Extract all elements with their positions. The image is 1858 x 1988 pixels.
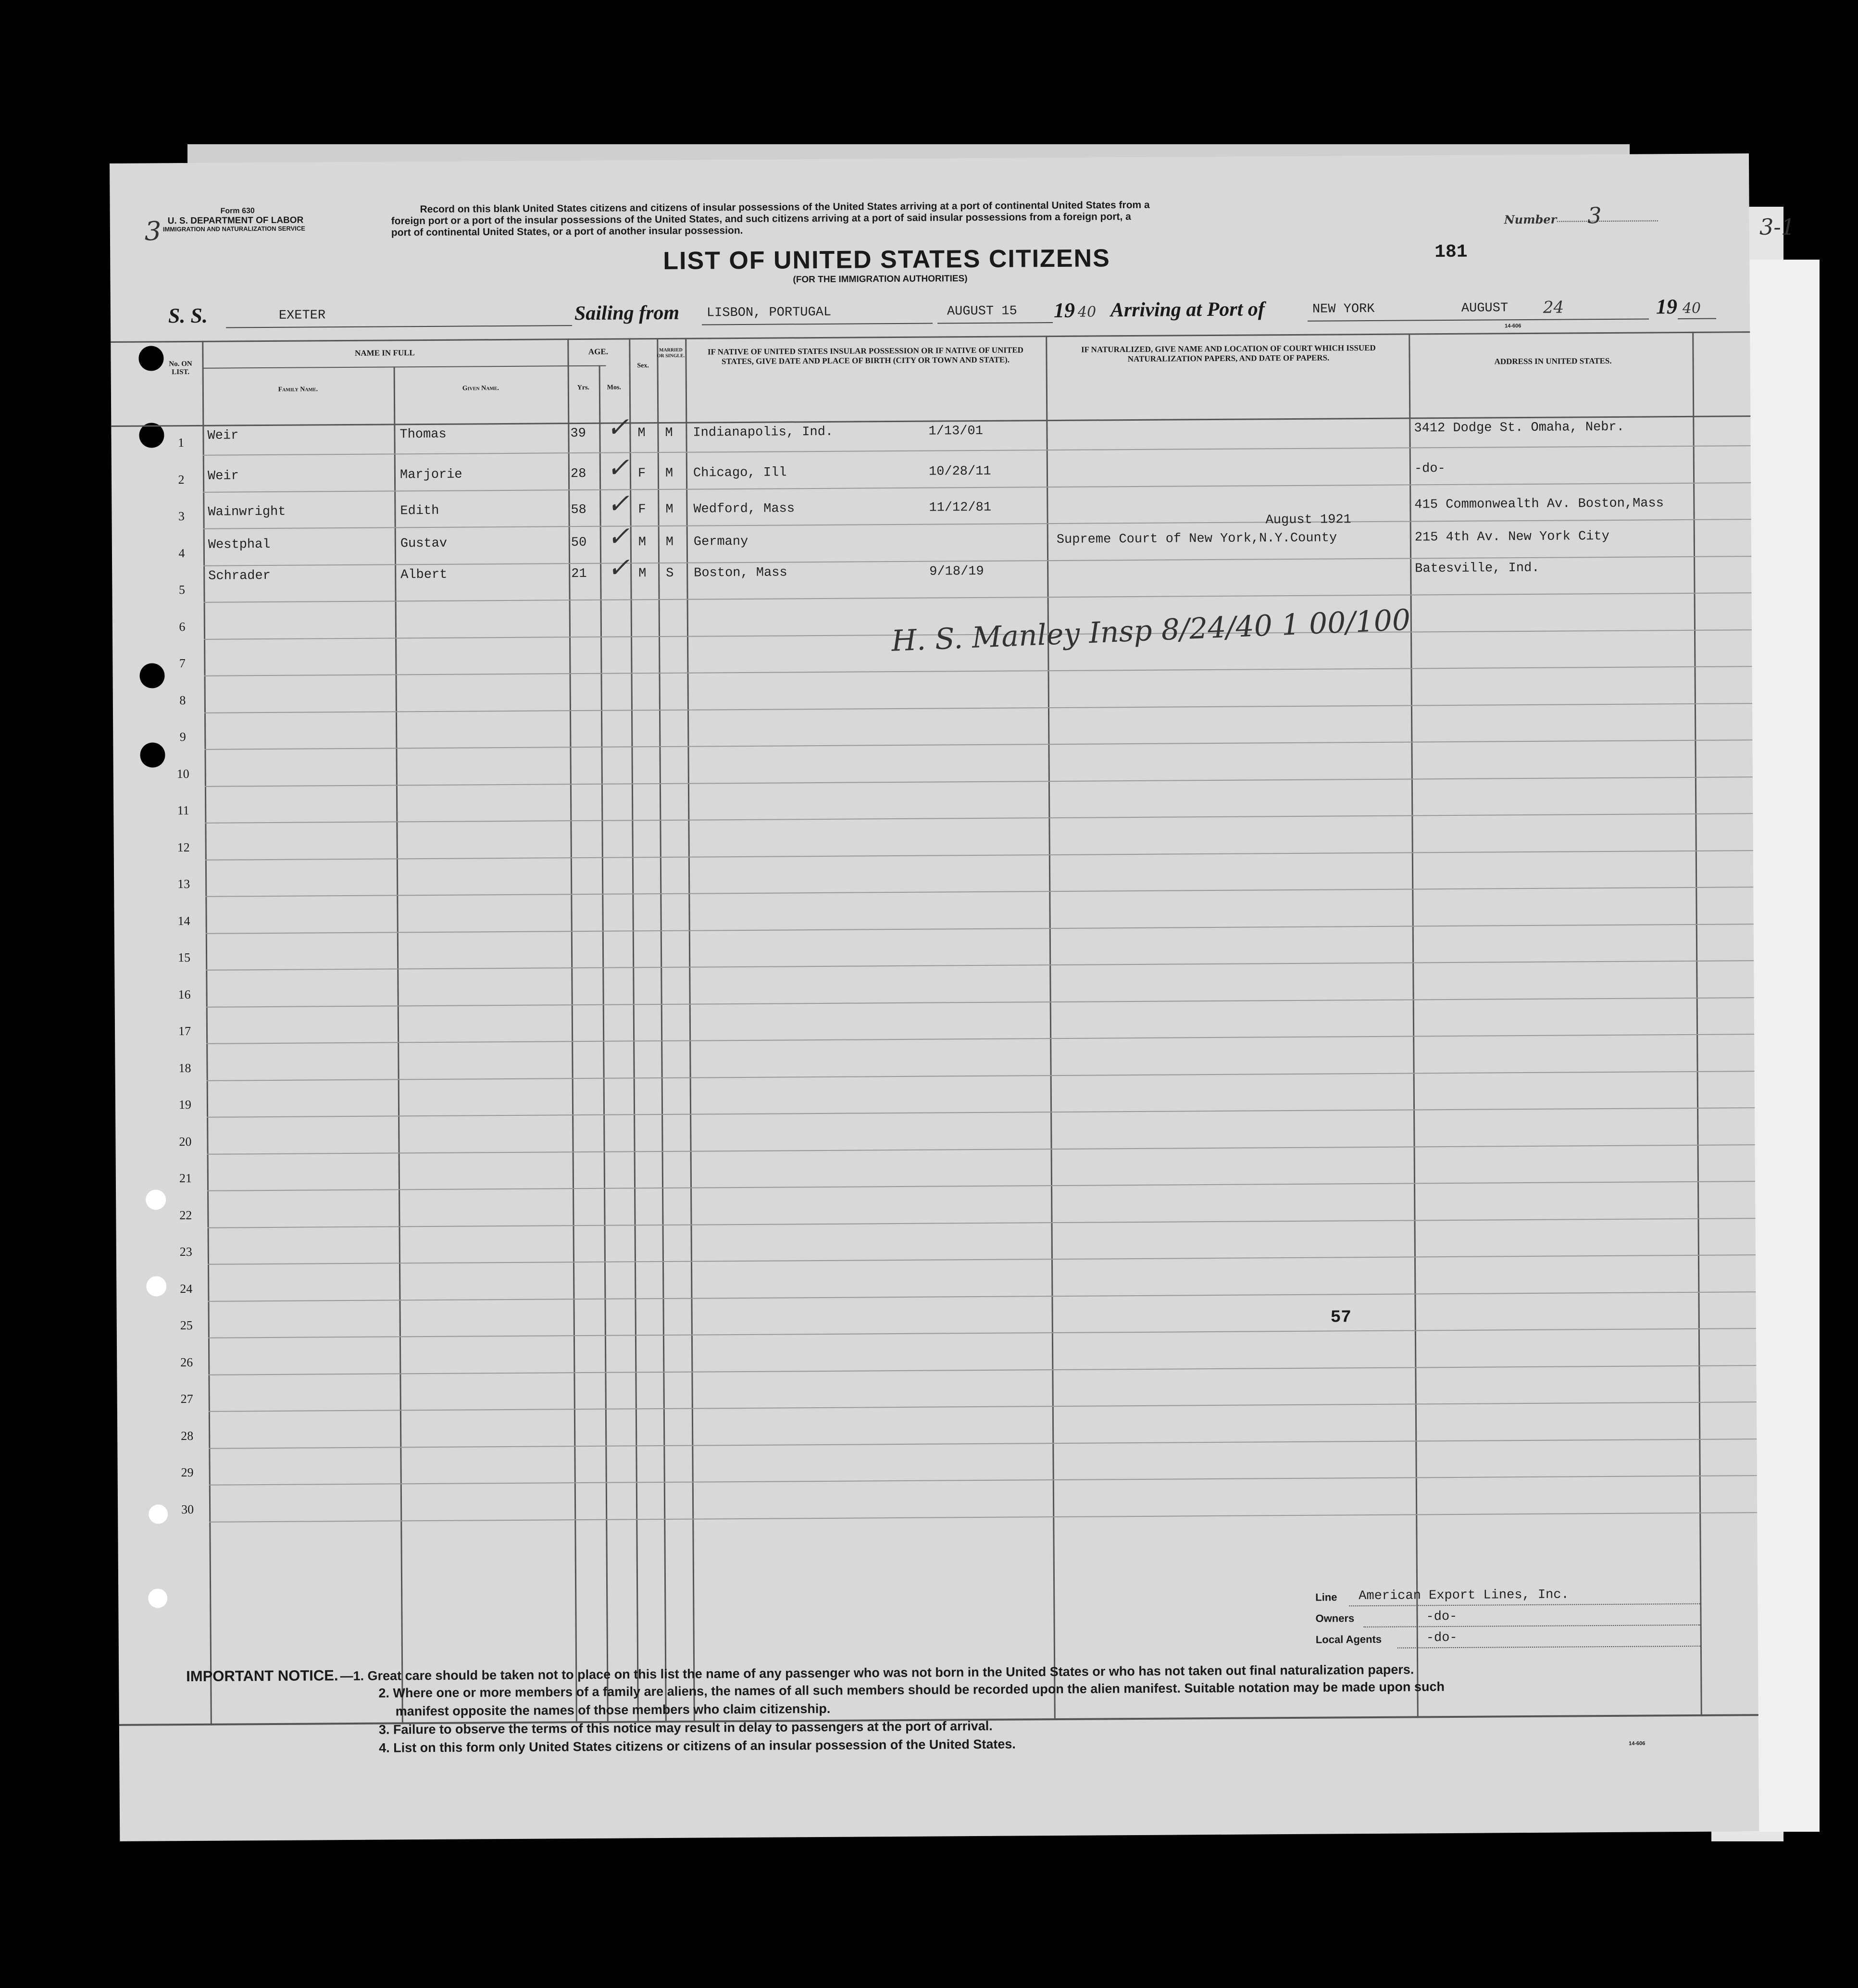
instruction-line: Record on this blank United States citizens and citizens of insular possessions of the United States arriving at a port of continental United States from a — [420, 199, 1150, 215]
arriving-label: Arriving at Port of — [1110, 298, 1265, 322]
col-header-family: Family Name. — [278, 386, 318, 393]
col-header-yrs: Yrs. — [577, 384, 590, 392]
voyage-line — [168, 294, 1769, 332]
col-header-given: Given Name. — [462, 385, 499, 392]
margin-left-mark: 3 — [144, 216, 162, 247]
print-code-bottom: 14-606 — [1629, 1740, 1646, 1747]
agents-label: Local Agents — [1315, 1633, 1382, 1646]
cell-sex: F — [638, 502, 646, 517]
sheet-number: 181 — [1434, 241, 1468, 263]
sailing-label: Sailing from — [574, 301, 680, 325]
cell-sex: M — [637, 426, 646, 441]
cell-yrs: 39 — [570, 426, 586, 441]
service: IMMIGRATION AND NATURALIZATION SERVICE — [162, 225, 305, 233]
page-subtitle: (FOR THE IMMIGRATION AUTHORITIES) — [793, 274, 968, 285]
cell-ms: M — [665, 535, 674, 550]
col-header-address: ADDRESS IN UNITED STATES. — [1494, 356, 1612, 366]
row-number: 5 — [178, 583, 186, 597]
number-value: 3 — [1587, 202, 1602, 229]
cell-birthplace: Boston, Mass — [694, 565, 787, 581]
cell-family: Westphal — [208, 537, 271, 552]
cell-address: 415 Commonwealth Av. Boston,Mass — [1414, 496, 1664, 513]
number-label: Number — [1504, 212, 1557, 227]
document-page — [110, 153, 1759, 1841]
cell-ms: M — [665, 466, 673, 481]
check-mark-icon: ✓ — [606, 412, 629, 443]
col-header-sex: Sex. — [637, 362, 649, 370]
instruction-line: port of continental United States, or a port of another insular possession. — [391, 225, 743, 238]
row-number: 20 — [179, 1134, 192, 1149]
row-number: 15 — [178, 950, 191, 965]
print-code: 14-606 — [1505, 323, 1521, 329]
row-number: 13 — [177, 877, 190, 891]
row-number: 9 — [179, 730, 186, 744]
col-header-name: NAME IN FULL — [355, 348, 415, 358]
ship-name: EXETER — [278, 308, 326, 323]
cell-sex: M — [638, 535, 647, 550]
row-number: 2 — [178, 472, 185, 487]
stamp-count: 57 — [1330, 1307, 1352, 1327]
ss-label: S. S. — [168, 303, 208, 328]
year-prefix-1: 19 — [1053, 298, 1075, 323]
row-number: 11 — [177, 803, 189, 818]
cell-birthdate: 11/12/81 — [929, 500, 992, 515]
notice-item-1: —1. Great care should be taken not to place on this list the name of any passenger who was not born in the United States or who has not taken out final naturalization papers. — [340, 1662, 1414, 1684]
cell-ms: S — [666, 566, 674, 581]
form-number: Form 630 — [220, 207, 255, 215]
owners-value: -do- — [1426, 1609, 1458, 1625]
arrival-month: AUGUST — [1461, 301, 1509, 316]
notice-item-2-cont: manifest opposite the names of those members who claim citizenship. — [395, 1701, 831, 1719]
row-number: 27 — [180, 1391, 193, 1406]
arrival-day: 24 — [1543, 298, 1564, 317]
notice-heading: IMPORTANT NOTICE. — [186, 1667, 338, 1685]
instructions — [391, 197, 1555, 239]
notice-item-3: 3. Failure to observe the terms of this notice may result in delay to passengers at the port of arrival. — [378, 1718, 993, 1737]
cell-ms: M — [665, 425, 673, 440]
cell-yrs: 28 — [570, 466, 586, 482]
row-number: 12 — [177, 840, 190, 854]
instruction-line: foreign port or a port of the insular possessions of the United States, and such citizens arriving at a port of said insular possessions from a foreign port, a — [391, 211, 1131, 227]
departure-date: AUGUST 15 — [947, 304, 1017, 319]
year-prefix-2: 19 — [1656, 295, 1678, 319]
agents-value: -do- — [1426, 1630, 1458, 1646]
row-number: 3 — [178, 509, 185, 524]
notice-item-2: 2. Where one or more members of a family are aliens, the names of all such members should be recorded upon the alien manifest. Suitable notation may be made upon such — [378, 1679, 1445, 1700]
line-label: Line — [1315, 1591, 1337, 1603]
row-number: 6 — [179, 619, 186, 634]
row-number: 10 — [176, 766, 189, 781]
margin-right-mark: 3-1 — [1759, 214, 1796, 240]
row-number: 7 — [179, 656, 186, 671]
cell-address: -do- — [1414, 462, 1446, 476]
cell-family: Schrader — [208, 568, 271, 584]
arrival-port: NEW YORK — [1312, 301, 1375, 317]
row-number: 24 — [180, 1281, 193, 1296]
row-number: 1 — [177, 436, 185, 450]
cell-given: Thomas — [399, 427, 447, 442]
cell-birthdate: 10/28/11 — [928, 464, 991, 479]
check-mark-icon: ✓ — [607, 488, 630, 520]
row-number: 26 — [180, 1355, 193, 1369]
arrival-year: 40 — [1682, 300, 1701, 317]
row-number: 4 — [178, 546, 185, 560]
row-number: 28 — [181, 1428, 194, 1443]
check-mark-icon: ✓ — [607, 521, 630, 552]
cell-family: Wainwright — [208, 504, 286, 520]
col-header-no: No. ON LIST. — [169, 360, 192, 376]
owners-label: Owners — [1315, 1612, 1355, 1625]
row-number: 18 — [178, 1061, 191, 1075]
cell-sex: M — [638, 566, 647, 581]
notice-item-4: 4. List on this form only United States citizens or citizens of an insular possession of the United States. — [379, 1737, 1016, 1755]
col-header-birth: IF NATIVE OF UNITED STATES INSULAR POSSESSION OR IF NATIVE OF UNITED STATES, GIVE DATE AND PLACE OF BIRTH (CITY OR TOWN AND STATE). — [707, 345, 1023, 366]
row-number: 22 — [179, 1208, 192, 1222]
cell-court-date: August 1921 — [1265, 513, 1351, 528]
cell-birthdate: 9/18/19 — [929, 564, 984, 579]
cell-ms: M — [665, 502, 673, 517]
cell-yrs: 21 — [571, 566, 587, 582]
cell-address: Batesville, Ind. — [1415, 561, 1540, 576]
cell-address: 3412 Dodge St. Omaha, Nebr. — [1414, 420, 1624, 436]
page-title: LIST OF UNITED STATES CITIZENS — [663, 244, 1110, 275]
cell-given: Marjorie — [399, 467, 462, 483]
cell-given: Albert — [400, 567, 448, 583]
departure-port: LISBON, PORTUGAL — [706, 305, 832, 321]
row-number: 29 — [181, 1465, 194, 1480]
inspector-annotation: H. S. Manley Insp 8/24/40 1 00/100 — [890, 603, 1411, 658]
cell-sex: F — [637, 466, 646, 481]
number-field — [1504, 202, 1658, 229]
row-number: 21 — [179, 1171, 192, 1186]
cell-yrs: 58 — [571, 502, 586, 518]
row-number: 30 — [181, 1502, 194, 1516]
line-value: American Export Lines, Inc. — [1359, 1588, 1569, 1604]
row-number: 23 — [179, 1244, 192, 1259]
col-header-mos: Mos. — [607, 384, 621, 391]
cell-birthplace: Germany — [693, 534, 748, 550]
col-header-age: AGE. — [588, 347, 609, 356]
cell-family: Weir — [207, 428, 239, 443]
row-number: 19 — [178, 1097, 192, 1112]
footer-fields — [1315, 1589, 1700, 1655]
row-number: 14 — [177, 913, 190, 928]
check-mark-icon: ✓ — [607, 552, 630, 584]
cell-birthdate: 1/13/01 — [928, 424, 983, 439]
cell-birthplace: Indianapolis, Ind. — [693, 425, 834, 440]
cell-family: Weir — [207, 469, 239, 484]
check-mark-icon: ✓ — [606, 452, 630, 484]
cell-birthplace: Chicago, Ill — [693, 465, 787, 481]
departure-year: 40 — [1077, 303, 1097, 321]
row-number: 25 — [180, 1318, 193, 1333]
cell-given: Edith — [400, 503, 439, 519]
col-header-naturalized: IF NATURALIZED, GIVE NAME AND LOCATION OF COURT WHICH ISSUED NATURALIZATION PAPERS, AND DATE OF PAPERS. — [1081, 343, 1376, 363]
cell-given: Gustav — [400, 536, 448, 551]
col-header-married: MARRIED OR SINGLE. — [657, 347, 685, 359]
row-number: 17 — [178, 1024, 191, 1038]
cell-court: Supreme Court of New York,N.Y.County — [1056, 531, 1337, 547]
row-number: 8 — [179, 693, 186, 707]
department: U. S. DEPARTMENT OF LABOR — [167, 215, 304, 226]
cell-address: 215 4th Av. New York City — [1414, 529, 1609, 545]
cell-birthplace: Wedford, Mass — [693, 501, 795, 517]
important-notice — [186, 1659, 1725, 1761]
row-number: 16 — [178, 987, 191, 1001]
cell-yrs: 50 — [571, 535, 587, 550]
